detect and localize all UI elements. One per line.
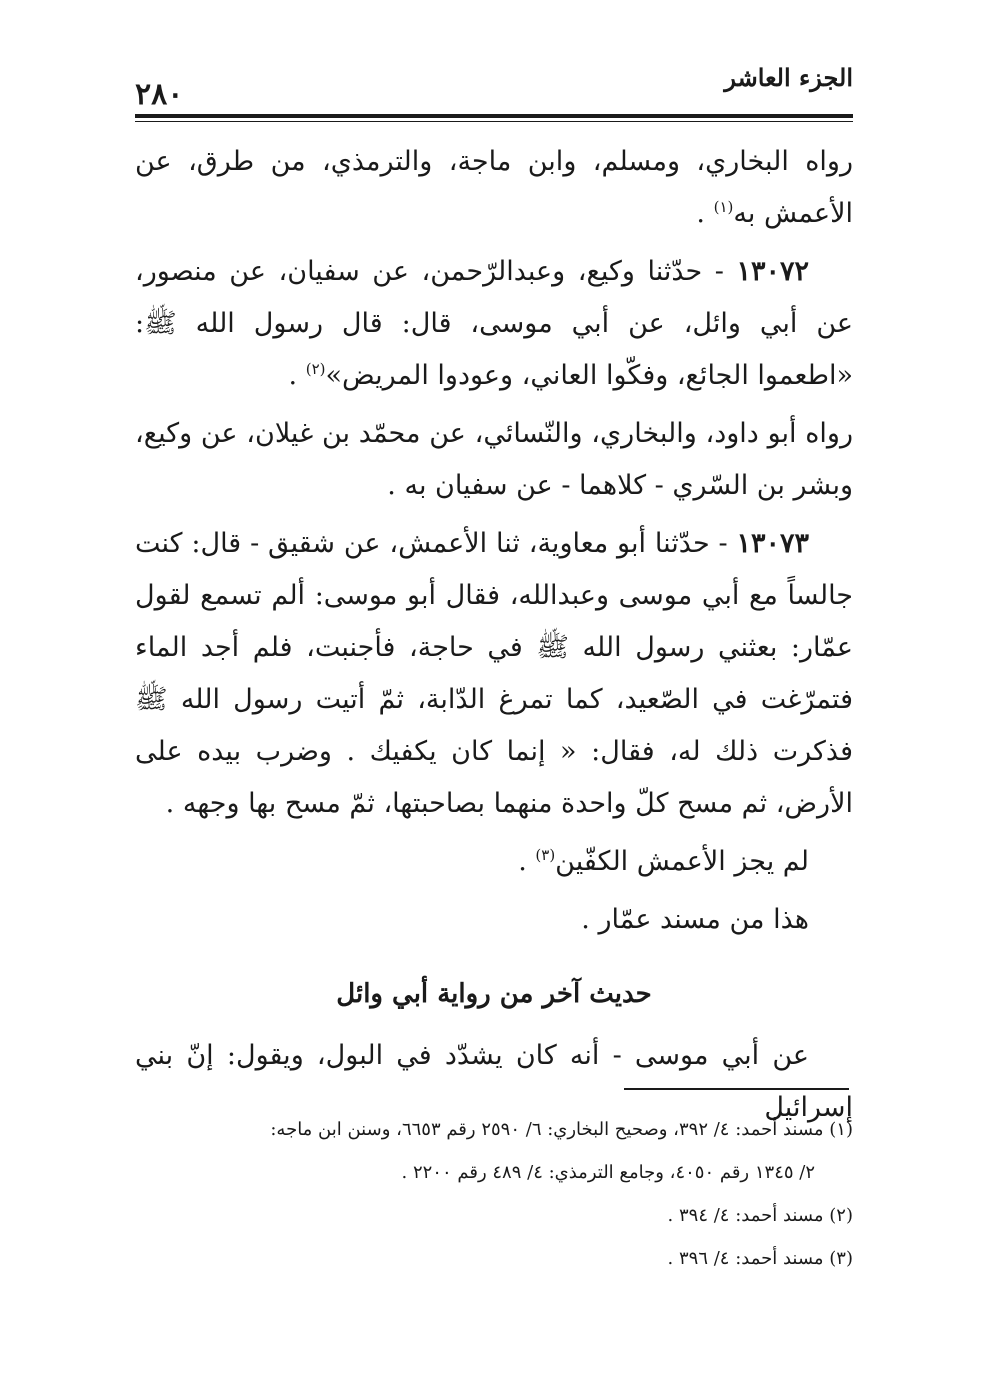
footnote-ref: (٢) (305, 360, 326, 378)
footnote-2: (٢) مسند أحمد: ٤/ ٣٩٤ . (667, 1205, 853, 1226)
header-rule (135, 114, 853, 118)
section-heading: حديث آخر من رواية أبي وائل (336, 979, 652, 1009)
paragraph: رواه أبو داود، والبخاري، والنّسائي، عن محمّد بن غيلان، عن وكيع، وبشر بن السّري - كلاهما - عن سفيان به . (135, 418, 853, 501)
page-header (135, 55, 853, 119)
paragraph-text: لم يجز الأعمش الكفّين (555, 846, 809, 877)
footnote-3: (٣) مسند أحمد: ٤/ ٣٩٦ . (667, 1248, 853, 1269)
paragraph-end: . (696, 198, 714, 229)
footnote-1: (١) مسند أحمد: ٤/ ٣٩٢، وصحيح البخاري: ٦/ ٢٥٩٠ رقم ٦٦٥٣، وسنن ابن ماجه: (270, 1119, 853, 1140)
hadith-paragraph (135, 246, 853, 402)
main-text (135, 136, 853, 1140)
paragraph (135, 836, 853, 888)
header-rule-thin (135, 121, 853, 122)
footnote-ref: (٣) (535, 846, 556, 864)
hadith-number: ١٣٠٧٢ (736, 256, 809, 287)
paragraph: هذا من مسند عمّار . (581, 904, 809, 935)
paragraph: عن أبي موسى - أنه كان يشدّد في البول، ويقول: إنّ بني إسرائيل (135, 1040, 853, 1123)
footnote-ref: (١) (713, 198, 734, 216)
paragraph-end: . (518, 846, 536, 877)
footnotes (135, 1108, 853, 1280)
page-number: ٢٨٠ (135, 77, 184, 112)
paragraph-text: - حدّثنا أبو معاوية، ثنا الأعمش، عن شقيق - قال: كنت جالساً مع أبي موسى وعبدالله، فقال أبو موسى: ألم تسمع لقول عمّار: بعثني رسول الله ﷺ في حاجة، فأجنبت، فلم أجد الماء فتمرّغت في الصّعيد، كما تمرغ الدّابة، ثمّ أتيت رسول الله ﷺ فذكرت ذلك له، فقال: « إنما كان يكفيك . وضرب بيده على الأرض، ثم مسح كلّ واحدة منهما بصاحبتها، ثمّ مسح بها وجهه . (135, 528, 853, 819)
running-title: الجزء العاشر (724, 63, 853, 92)
paragraph-text: رواه البخاري، ومسلم، وابن ماجة، والترمذي، من طرق، عن الأعمش به (135, 146, 853, 229)
footnote-rule (624, 1088, 849, 1090)
hadith-number: ١٣٠٧٣ (736, 528, 809, 559)
hadith-paragraph (135, 518, 853, 830)
paragraph (135, 136, 853, 240)
paragraph-end: . (288, 360, 306, 391)
paragraph-text: - حدّثنا وكيع، وعبدالرّحمن، عن سفيان، عن منصور، عن أبي وائل، عن أبي موسى، قال: قال رسول الله ﷺ: «اطعموا الجائع، وفكّوا العاني، وعودوا المريض» (135, 256, 853, 391)
footnote-1-continuation: ٢/ ١٣٤٥ رقم ٤٠٥٠، وجامع الترمذي: ٤/ ٤٨٩ رقم ٢٢٠٠ . (401, 1162, 815, 1183)
